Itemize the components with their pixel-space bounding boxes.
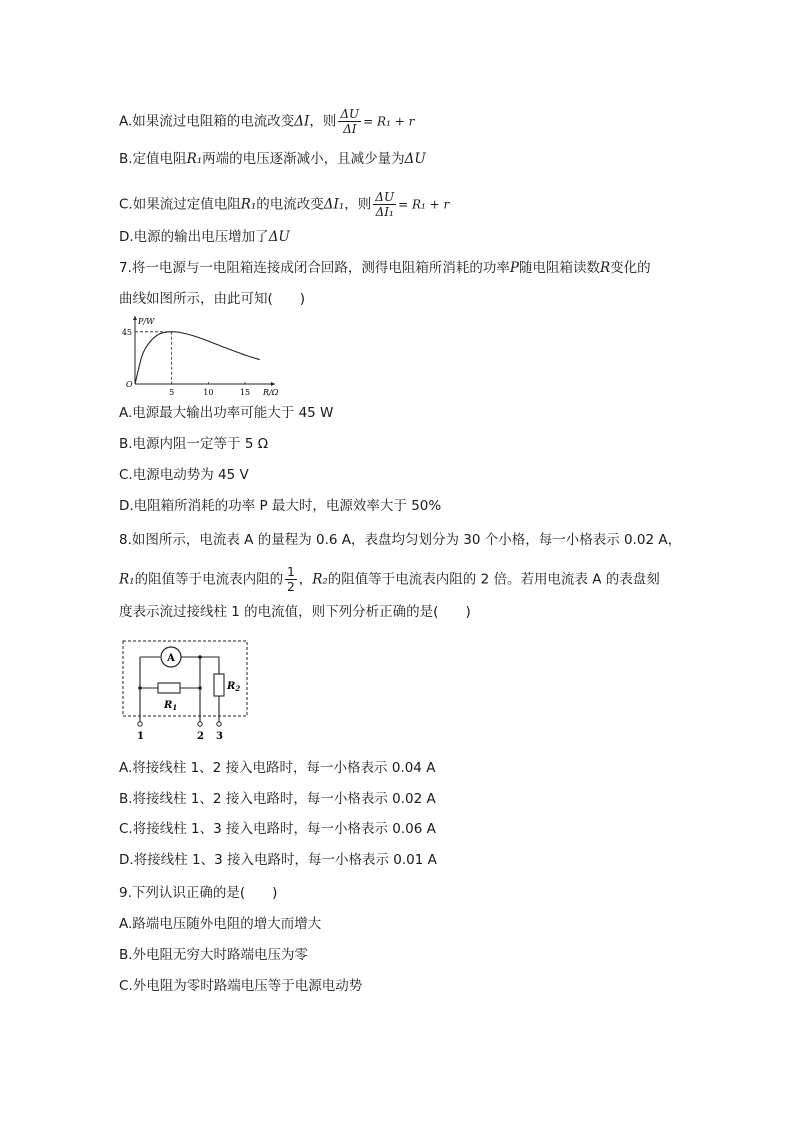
q6-c-frac-den: ΔI₁	[375, 205, 394, 219]
q6-a-frac-num: ΔU	[340, 107, 360, 121]
q8-stem-line2: R₁的阻值等于电流表内阻的 $\frac{1}{2}$ ，R₂的阻值等于电流表内阻的 2 倍。若用电流表 A 的表盘刻	[119, 565, 660, 594]
q8-frac-den: 2	[287, 580, 295, 594]
circuit-dashed-box	[123, 641, 247, 716]
x-axis-arrow	[271, 382, 275, 386]
r2-label: $R_2$	[227, 681, 241, 693]
q6-d-delta: ΔU	[268, 229, 290, 245]
q6-c-then: ，则	[344, 196, 372, 213]
q6-b-delta: ΔU	[404, 151, 426, 167]
q8-option-c: C.将接线柱 1、3 接入电路时，每一小格表示 0.06 A	[119, 821, 436, 837]
terminal-2	[198, 722, 202, 726]
q7-option-a: A.电源最大输出功率可能大于 45 W	[119, 405, 334, 421]
q6-c-text: 的电流改变	[256, 196, 324, 213]
ammeter-label: A	[167, 653, 175, 664]
q8-frac-num: 1	[287, 565, 295, 579]
q9-option-a: A.路端电压随外电阻的增大而增大	[119, 916, 322, 932]
q8-r1-symbol: R₁	[119, 571, 135, 588]
q6-a-text: A.如果流过电阻箱的电流改变	[119, 113, 295, 130]
q6-option-c	[119, 190, 449, 219]
q6-a-then: ，则	[309, 113, 337, 130]
x-axis-label: R/Ω	[263, 388, 279, 397]
q6-b-text: 两端的电压逐渐减小，且减少量为	[202, 151, 405, 167]
q6-option-d	[119, 227, 290, 247]
q7-stem-line2: 曲线如图所示，由此可知( )	[119, 291, 306, 307]
r1-label: $R_1$	[164, 700, 178, 712]
y-axis-label: P/W	[138, 317, 155, 326]
q6-b-symbol: R₁	[186, 151, 203, 167]
q6-a-delta: ΔI	[294, 113, 310, 130]
q6-option-a	[119, 107, 414, 136]
y-tick-label: 45	[121, 327, 132, 337]
terminal-1	[138, 722, 142, 726]
q6-a-frac-den: ΔI	[343, 122, 357, 136]
q8-stem-mid2: 的阻值等于电流表内阻的 2 倍。若用电流表 A 的表盘刻	[327, 571, 660, 588]
q8-stem-mid1: 的阻值等于电流表内阻的	[134, 571, 284, 588]
q8-fraction	[285, 565, 297, 594]
q7-stem-start: 7.将一电源与一电阻箱连接成闭合回路，测得电阻箱所消耗的功率	[119, 260, 510, 276]
q7-stem-mid: 随电阻箱读数	[518, 260, 600, 276]
q6-c-fraction	[373, 190, 396, 219]
q7-option-d: D.电阻箱所消耗的功率 P 最大时，电源效率大于 50%	[119, 498, 442, 514]
q6-c-symbol: R₁	[240, 196, 257, 213]
q6-d-text: D.电源的输出电压增加了	[119, 229, 269, 245]
q7-stem-end: 变化的	[610, 260, 651, 276]
q9-stem: 9.下列认识正确的是( )	[119, 885, 278, 901]
q7-symbol-r: R	[599, 260, 611, 276]
terminal-label-1: 1	[137, 731, 144, 742]
resistor-r1	[158, 683, 180, 693]
q7-option-b: B.电源内阻一定等于 5 Ω	[119, 436, 269, 452]
circuit-diagram	[120, 638, 252, 742]
terminal-label-3: 3	[216, 731, 223, 742]
q9-option-c: C.外电阻为零时路端电压等于电源电动势	[119, 978, 363, 994]
terminal-3	[217, 722, 221, 726]
q6-a-rhs: = R₁ + r	[363, 114, 415, 129]
x-tick-label: 10	[203, 388, 214, 397]
q7-symbol-p: P	[509, 260, 519, 276]
x-tick-label: 5	[169, 388, 175, 397]
q6-c-rhs: = R₁ + r	[398, 197, 450, 212]
q8-option-a: A.将接线柱 1、2 接入电路时，每一小格表示 0.04 A	[119, 760, 436, 776]
origin-label: O	[126, 380, 133, 389]
q8-option-b: B.将接线柱 1、2 接入电路时，每一小格表示 0.02 A	[119, 791, 436, 807]
q6-b-lead: B.定值电阻	[119, 151, 187, 167]
power-resistance-chart	[115, 312, 285, 398]
resistor-r2	[214, 674, 224, 696]
q6-a-fraction	[338, 107, 361, 136]
q8-stem-line1: 8.如图所示，电流表 A 的量程为 0.6 A，表盘均匀划分为 30 个小格，每一小格表示 0.02 A，	[119, 532, 682, 548]
q8-option-d: D.将接线柱 1、3 接入电路时，每一小格表示 0.01 A	[119, 852, 437, 868]
q8-stem-line3: 度表示流过接线柱 1 的电流值，则下列分析正确的是( )	[119, 604, 471, 620]
q9-option-b: B.外电阻无穷大时路端电压为零	[119, 947, 309, 963]
q6-option-b	[119, 149, 426, 169]
q8-r2-symbol: R₂	[312, 571, 328, 588]
x-tick-label: 15	[239, 388, 251, 397]
q6-c-delta: ΔI₁	[323, 196, 345, 213]
q6-c-lead: C.如果流过定值电阻	[119, 196, 241, 213]
power-curve	[135, 332, 260, 384]
terminal-label-2: 2	[197, 731, 204, 742]
q7-stem-line1	[119, 258, 651, 278]
y-axis-arrow	[133, 316, 137, 320]
q6-c-frac-num: ΔU	[375, 190, 395, 204]
q7-option-c: C.电源电动势为 45 V	[119, 467, 249, 483]
